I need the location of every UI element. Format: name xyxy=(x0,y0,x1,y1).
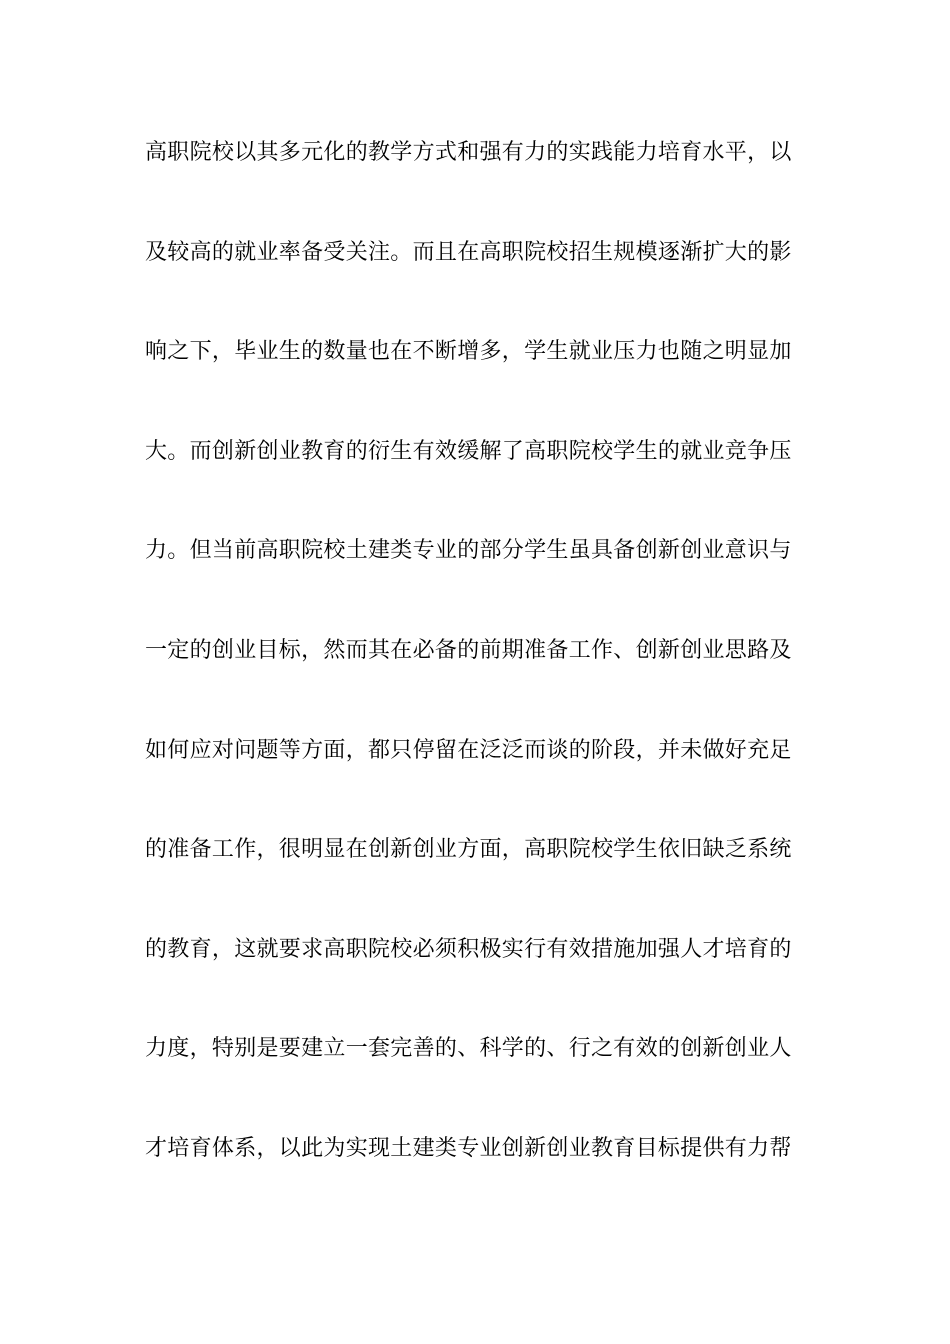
text-line: 响之下，毕业生的数量也在不断增多，学生就业压力也随之明显加 xyxy=(145,339,792,365)
text-line: 一定的创业目标，然而其在必备的前期准备工作、创新创业思路及 xyxy=(145,637,792,663)
text-line: 力。但当前高职院校土建类专业的部分学生虽具备创新创业意识与 xyxy=(145,538,792,564)
text-line: 大。而创新创业教育的衍生有效缓解了高职院校学生的就业竞争压 xyxy=(145,438,792,464)
text-line: 力度，特别是要建立一套完善的、科学的、行之有效的创新创业人 xyxy=(145,1036,792,1062)
text-line: 高职院校以其多元化的教学方式和强有力的实践能力培育水平，以 xyxy=(145,140,792,165)
text-line: 及较高的就业率备受关注。而且在高职院校招生规模逐渐扩大的影 xyxy=(145,239,792,265)
text-line: 的准备工作，很明显在创新创业方面，高职院校学生依旧缺乏系统 xyxy=(145,837,792,863)
text-line: 的教育，这就要求高职院校必须积极实行有效措施加强人才培育的 xyxy=(145,936,792,962)
text-line: 才培育体系，以此为实现土建类专业创新创业教育目标提供有力帮 xyxy=(145,1135,792,1161)
text-line: 如何应对问题等方面，都只停留在泛泛而谈的阶段，并未做好充足 xyxy=(145,737,792,763)
body-paragraph xyxy=(145,128,810,1224)
